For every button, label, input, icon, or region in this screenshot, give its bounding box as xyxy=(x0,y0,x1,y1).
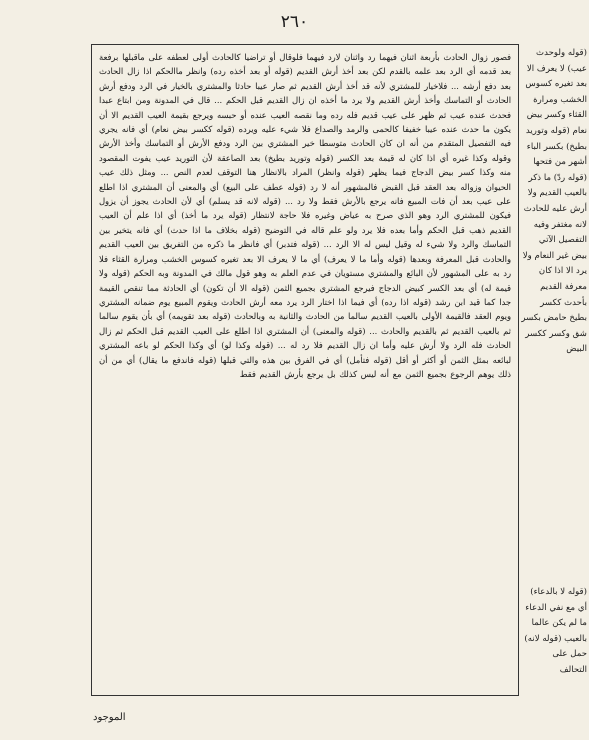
margin-gloss-top: (قوله ولوحدث عيب) لا يعرف الا بعد تغيره كسوس الخشب ومرارة القثاء وكسر بيض نعام (قوله وتوريد بطيخ) بكسر الباء أشهر من فتحها (قوله ردّ) ما ذكر بالعيب القديم ولا أرش عليه للحادث لانه مغتفر وفيه التفصيل الآتي بيض غير النعام ولا يرد الا اذا كان معرفة القديم بأحدث ككسر بطيخ حامض بكسر شق وكسر ككسر البيض xyxy=(521,48,587,355)
main-text-frame xyxy=(91,44,519,696)
margin-gloss-bottom: (قوله لا بالدعاء) أي مع نفي الدعاء ما لم يكن عالما بالعيب (قوله لانه) حمل على التحالف xyxy=(524,587,587,675)
catchword: الموجود xyxy=(93,712,126,723)
main-text-body: فصور زوال الحادث بأربعة اثنان فيهما رد واثنان لارد فيهما فلوقال أو تراضيا كالحادث أولى لعطفه على ماقبلها برفعة بعد قدمه أي الرد بعد علمه بالقدم لكن بعد أخذ أرش القديم (قوله أو بعد أخذه رده) وانظر ماالحكم اذا زال الحادث بعد دفع أرشه ... فلاخيار للمشتري لأنه قد أخذ أرش القديم ثم صار عيبا حادثا والمشتري بالخيار في الرد ودفع أرش الحادث أو التماسك وأخذ أرش القديم ولا يرد ما أخذه ان زال القديم قبل الحكم ... قال في المدونة ومن ابتاع عبدا فحدث عنده عيب ثم ظهر على عيب قديم فله رده وما نقصه العيب عنده أو حبسه ويرجع بقيمة العيب القديم الا أن يكون ما حدث عنده عيبا خفيفا كالحمى والرمد والصداع فلا شيء عليه ويرده (قوله ككسر بيض نعام) أي فانه يجري فيه التفصيل المتقدم من أنه ان كان الحادث متوسطا خير المشتري بين الرد ودفع الأرش أو التماسك وأخذ الأرش وقوله وكذا غيره أي اذا كان له قيمة بعد الكسر (قوله وتوريد بطيخ) بعد الصاعقة لأن التوريد عيب يفوت المقصود منه وكذا كسر بيض الدجاج فيما يظهر (قوله وانظر) المراد بالانظار هنا التوقف لعدم النص ... ومثل ذلك عيب الحيوان وزواله بعد العقد قبل القبض فالمشهور أنه لا رد (قوله عطف على البيع) أي والمعنى أن المشتري اذا اطلع على عيب بعد أن فات المبيع فانه يرجع بالأرش فقط ولا رد ... (قوله لانه قد يسلم) أي لأن الحادث يجوز أن يزول فيكون للمشتري الرد وهو الذي صرح به عياض وغيره فلا حاجة لانتظار (قوله يرد ما أخذ) أي اذا علم أن العيب القديم ذهب قبل الحكم وأما بعده فلا يرد ولو علم قاله في التوضيح (قوله بخلاف ما اذا حدث) أي فانه يتخير بين التماسك والرد ولا شيء له وقيل ليس له الا الرد ... (قوله فتدبر) أي فانظر ما ذكره من التفريق بين العيب القديم والحادث قبل المعرفة وبعدها (قوله وأما ما لا يعرف) أي ما لا يعرف الا بعد تغيره كسوس الخشب ومرارة القثاء فلا رد به على المشهور لأن البائع والمشتري مستويان في عدم العلم به وهو قول مالك في المدونة وبه الحكم (قوله ولا قيمة له) أي بعد الكسر كبيض الدجاج فيرجع المشتري بجميع الثمن (قوله الا أن تكون) أي الحادثة مما تنقص القيمة جدا كما قيد ابن رشد (قوله اذا رده) أي فيما اذا اختار الرد يرد معه أرش الحادث ويقوم المبيع يوم ضمانه المشتري ويوم العقد فالقيمة الأولى بالعيب القديم سالما من الحادث والثانية به وبالحادث (قوله بعد تقويمه) أي بأن يقوم سالما ثم بالعيب القديم ثم بالقديم والحادث ... (قوله والمعنى) أن المشتري اذا اطلع على العيب القديم قبل الحكم ثم زال الحادث فله الرد ولا أرش عليه وأما ان زال القديم فلا رد له ... (قوله وكذا لو) أي وكذا الحكم لو باعه المشتري لبائعه بمثل الثمن أو أكثر أو أقل (قوله فتأمل) أي في الفرق بين هذه والتي قبلها (قوله فاندفع ما يقال) أي من أن ذلك يوهم الرجوع بجميع الثمن مع أنه ليس كذلك بل يرجع بأرش القديم فقط xyxy=(99,52,511,379)
page-number: ٢٦٠ xyxy=(280,12,309,32)
